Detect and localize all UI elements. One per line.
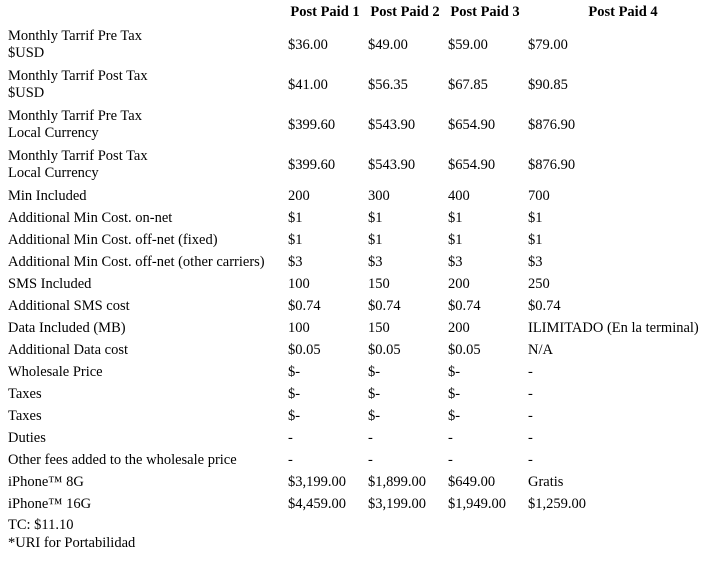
row-label	[5, 427, 285, 449]
header-post-paid-3: Post Paid 3	[450, 4, 520, 20]
table-row	[5, 185, 721, 207]
cell-post-paid-3: $-	[448, 407, 461, 424]
exchange-rate-note: TC: $11.10	[8, 517, 74, 533]
cell-post-paid-2: $-	[368, 407, 381, 424]
table-row	[5, 145, 721, 185]
cell-post-paid-3: $3	[448, 253, 463, 270]
cell-post-paid-3: $0.05	[448, 341, 481, 358]
cell-post-paid-3: $-	[448, 385, 461, 402]
cell-post-paid-4: $1,259.00	[528, 495, 586, 512]
cell-post-paid-1: $0.05	[288, 341, 321, 358]
row-label-line: Additional SMS cost	[8, 297, 130, 314]
row-label	[5, 207, 285, 229]
row-label	[5, 449, 285, 471]
row-label-line: Wholesale Price	[8, 363, 103, 380]
cell-post-paid-4: -	[528, 363, 533, 380]
cell-post-paid-4: -	[528, 407, 533, 424]
row-label-line: Local Currency	[8, 165, 99, 181]
cell-post-paid-2: $1	[368, 209, 383, 226]
cell-post-paid-1: $4,459.00	[288, 495, 346, 512]
table-row	[5, 427, 721, 449]
cell-post-paid-1: -	[288, 451, 293, 468]
table-row	[5, 383, 721, 405]
cell-post-paid-4: -	[528, 429, 533, 446]
cell-post-paid-4: $1	[528, 209, 543, 226]
cell-post-paid-3: $1	[448, 209, 463, 226]
table-row	[5, 105, 721, 145]
row-label-line: Monthly Tarrif Post Tax	[8, 68, 148, 84]
cell-post-paid-1: 100	[288, 319, 310, 336]
cell-post-paid-1: $-	[288, 385, 301, 402]
row-label	[5, 273, 285, 295]
cell-post-paid-3: $649.00	[448, 473, 496, 490]
cell-post-paid-4: ILIMITADO (En la terminal)	[528, 319, 699, 336]
row-label	[5, 65, 285, 105]
cell-post-paid-2: 300	[368, 187, 390, 204]
cell-post-paid-4: $0.74	[528, 297, 561, 314]
row-label-line: Other fees added to the wholesale price	[8, 451, 237, 468]
cell-post-paid-1: $-	[288, 363, 301, 380]
row-label-line: Additional Min Cost. on-net	[8, 209, 173, 226]
cell-post-paid-1: $1	[288, 209, 303, 226]
tariff-table	[5, 2, 721, 515]
cell-post-paid-1: 200	[288, 187, 310, 204]
table-row	[5, 361, 721, 383]
cell-post-paid-3: $654.90	[448, 156, 496, 173]
portability-note: *URI for Portabilidad	[8, 535, 136, 551]
row-label-line: $USD	[8, 45, 45, 61]
row-label	[5, 405, 285, 427]
cell-post-paid-4: 250	[528, 275, 550, 292]
cell-post-paid-4: $3	[528, 253, 543, 270]
table-row	[5, 25, 721, 65]
header-post-paid-4: Post Paid 4	[588, 4, 658, 20]
cell-post-paid-2: $1,899.00	[368, 473, 426, 490]
row-label	[5, 105, 285, 145]
cell-post-paid-4: $876.90	[528, 116, 576, 133]
table-row	[5, 405, 721, 427]
table-row	[5, 251, 721, 273]
row-label	[5, 471, 285, 493]
cell-post-paid-1: $1	[288, 231, 303, 248]
cell-post-paid-1: 100	[288, 275, 310, 292]
row-label-line: Monthly Tarrif Pre Tax	[8, 28, 142, 44]
cell-post-paid-3: $-	[448, 363, 461, 380]
cell-post-paid-3: -	[448, 451, 453, 468]
row-label-line: SMS Included	[8, 275, 92, 292]
row-label-line: Additional Data cost	[8, 341, 129, 358]
cell-post-paid-2: 150	[368, 275, 390, 292]
cell-post-paid-4: $1	[528, 231, 543, 248]
cell-post-paid-3: 200	[448, 275, 470, 292]
cell-post-paid-1: $41.00	[288, 76, 328, 93]
row-label-line: Taxes	[8, 385, 42, 402]
table-row	[5, 273, 721, 295]
cell-post-paid-2: -	[368, 451, 373, 468]
cell-post-paid-3: $1,949.00	[448, 495, 506, 512]
cell-post-paid-4: $876.90	[528, 156, 576, 173]
cell-post-paid-2: $0.74	[368, 297, 401, 314]
table-row	[5, 449, 721, 471]
cell-post-paid-1: $-	[288, 407, 301, 424]
row-label	[5, 339, 285, 361]
row-label-line: Taxes	[8, 407, 42, 424]
row-label-line: Local Currency	[8, 125, 99, 141]
cell-post-paid-2: $-	[368, 363, 381, 380]
cell-post-paid-2: $-	[368, 385, 381, 402]
cell-post-paid-3: $59.00	[448, 36, 488, 53]
row-label	[5, 295, 285, 317]
table-row	[5, 295, 721, 317]
header-post-paid-1: Post Paid 1	[290, 4, 360, 20]
row-label	[5, 229, 285, 251]
cell-post-paid-3: $0.74	[448, 297, 481, 314]
cell-post-paid-2: -	[368, 429, 373, 446]
cell-post-paid-1: $399.60	[288, 156, 336, 173]
table-row	[5, 65, 721, 105]
cell-post-paid-2: 150	[368, 319, 390, 336]
cell-post-paid-4: Gratis	[528, 473, 564, 490]
cell-post-paid-2: $543.90	[368, 116, 416, 133]
cell-post-paid-2: $0.05	[368, 341, 401, 358]
table-row	[5, 229, 721, 251]
row-label-line: Duties	[8, 429, 46, 446]
cell-post-paid-1: $36.00	[288, 36, 328, 53]
cell-post-paid-2: $49.00	[368, 36, 408, 53]
cell-post-paid-4: 700	[528, 187, 550, 204]
row-label-line: Monthly Tarrif Pre Tax	[8, 108, 142, 124]
cell-post-paid-3: $654.90	[448, 116, 496, 133]
cell-post-paid-4: -	[528, 385, 533, 402]
table-row	[5, 493, 721, 515]
cell-post-paid-2: $1	[368, 231, 383, 248]
cell-post-paid-4: $90.85	[528, 76, 568, 93]
row-label-line: iPhone™ 8G	[8, 473, 84, 490]
row-label-line: iPhone™ 16G	[8, 495, 92, 512]
cell-post-paid-3: -	[448, 429, 453, 446]
row-label	[5, 25, 285, 65]
row-label	[5, 383, 285, 405]
cell-post-paid-1: -	[288, 429, 293, 446]
table-row	[5, 339, 721, 361]
header-row	[5, 2, 721, 25]
cell-post-paid-3: 200	[448, 319, 470, 336]
cell-post-paid-4: $79.00	[528, 36, 568, 53]
cell-post-paid-4: -	[528, 451, 533, 468]
row-label	[5, 251, 285, 273]
cell-post-paid-3: $1	[448, 231, 463, 248]
table-body	[5, 25, 721, 515]
cell-post-paid-2: $56.35	[368, 76, 408, 93]
cell-post-paid-1: $3	[288, 253, 303, 270]
cell-post-paid-4: N/A	[528, 341, 553, 358]
cell-post-paid-2: $543.90	[368, 156, 416, 173]
row-label-line: $USD	[8, 85, 45, 101]
row-label-line: Monthly Tarrif Post Tax	[8, 148, 148, 164]
row-label	[5, 317, 285, 339]
row-label	[5, 185, 285, 207]
cell-post-paid-3: 400	[448, 187, 470, 204]
header-post-paid-2: Post Paid 2	[370, 4, 440, 20]
table-row	[5, 471, 721, 493]
cell-post-paid-1: $0.74	[288, 297, 321, 314]
row-label	[5, 361, 285, 383]
cell-post-paid-2: $3,199.00	[368, 495, 426, 512]
cell-post-paid-1: $3,199.00	[288, 473, 346, 490]
footer-notes	[8, 516, 135, 552]
row-label	[5, 145, 285, 185]
header-label-column	[5, 2, 285, 25]
row-label-line: Additional Min Cost. off-net (other carriers)	[8, 253, 265, 270]
row-label-line: Min Included	[8, 187, 87, 204]
cell-post-paid-3: $67.85	[448, 76, 488, 93]
row-label	[5, 493, 285, 515]
cell-post-paid-2: $3	[368, 253, 383, 270]
cell-post-paid-1: $399.60	[288, 116, 336, 133]
table-row	[5, 207, 721, 229]
row-label-line: Data Included (MB)	[8, 319, 126, 336]
row-label-line: Additional Min Cost. off-net (fixed)	[8, 231, 218, 248]
table-row	[5, 317, 721, 339]
